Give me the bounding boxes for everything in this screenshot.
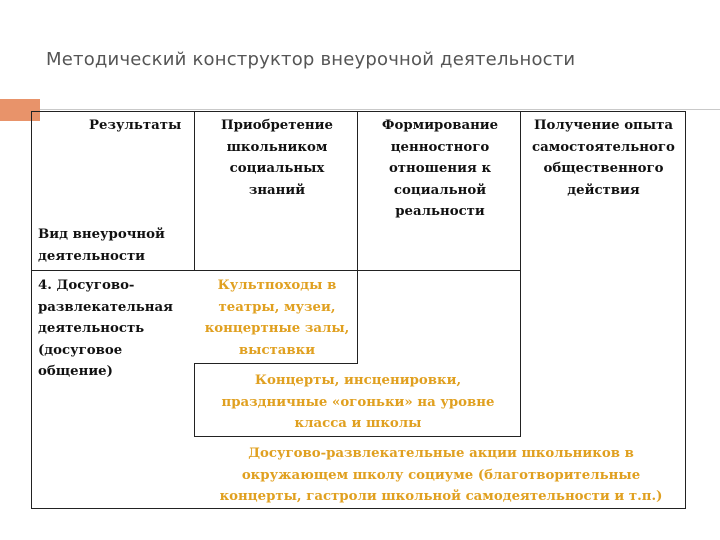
header-line: школьником <box>226 139 328 155</box>
header-line: отношения к <box>388 161 492 176</box>
level1-line: театры, музеи, <box>218 299 336 315</box>
header-line: социальной <box>393 182 487 198</box>
level1-bottom <box>194 363 358 364</box>
level3-line: окружающем школу социуме (благотворительные <box>241 467 641 483</box>
row-label-line: (досуговое <box>38 342 123 358</box>
corner-activity-line: Вид внеурочной <box>38 227 165 242</box>
level2-bottom <box>194 436 521 437</box>
corner-activity-label <box>38 224 165 267</box>
corner-activity-line: деятельности <box>38 248 146 264</box>
level3-line: концерты, гастроли школьной самодеятельности и т.п.) <box>219 489 663 504</box>
level2-line: класса и школы <box>294 416 422 431</box>
level2-content <box>196 370 520 435</box>
accent-divider <box>40 109 720 110</box>
header-line: Приобретение <box>221 118 333 133</box>
corner-results-text: Результаты <box>89 118 182 133</box>
header-line: знаний <box>248 182 306 198</box>
header-line: Формирование <box>381 118 499 133</box>
header-level-1 <box>195 115 359 201</box>
level2-line: праздничные «огоньки» на уровне <box>221 394 495 410</box>
row-label-line: деятельность <box>38 321 145 336</box>
header-line: общественного <box>543 161 664 176</box>
row-label-leisure <box>38 275 173 383</box>
slide-title: Методический конструктор внеурочной деятельности <box>46 49 576 70</box>
level3-line: Досугово-развлекательные акции школьников в <box>248 446 634 461</box>
level1-content <box>195 275 359 361</box>
level3-content <box>196 443 686 508</box>
level2-left <box>194 363 195 437</box>
table-border-bottom <box>31 508 686 509</box>
level1-line: концертные залы, <box>204 321 350 336</box>
table-border-top <box>31 111 686 112</box>
table-border-left <box>31 111 32 509</box>
level1-line: выставки <box>238 342 316 358</box>
header-level-3 <box>521 115 686 201</box>
header-line: Получение опыта <box>534 118 673 133</box>
header-line: ценностного <box>390 139 490 155</box>
header-line: социальных <box>229 161 325 176</box>
level2-line: Концерты, инсценировки, <box>254 373 462 388</box>
header-line: самостоятельного <box>532 139 675 155</box>
header-line: действия <box>567 182 640 198</box>
header-level-2 <box>358 115 522 223</box>
row-label-line: развлекательная <box>38 299 173 315</box>
level1-line: Культпоходы в <box>217 278 337 293</box>
corner-results-label <box>89 115 181 137</box>
header-divider <box>31 270 521 271</box>
header-line: реальности <box>395 204 485 219</box>
row-label-line: общение) <box>38 364 113 379</box>
row-label-line: 4. Досугово- <box>38 278 135 293</box>
